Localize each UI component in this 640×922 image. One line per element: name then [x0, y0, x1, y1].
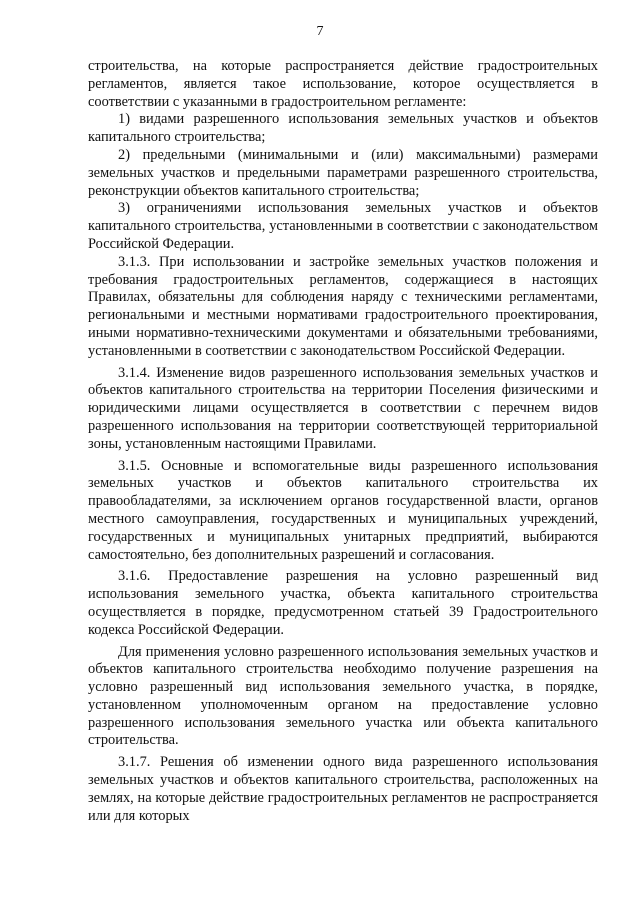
clause-3-1-6: 3.1.6. Предоставление разрешения на условно разрешенный вид использования земельного участка, объекта капитального строительства осуществляется в порядке, предусмотренном статьей 39 Градостроительного кодекса Российской Федерации. [88, 568, 598, 638]
list-item-2: 2) предельными (минимальными и (или) максимальными) размерами земельных участков и предельными параметрами разрешенного строительства, реконструкции объектов капитального строительства; [88, 146, 598, 199]
document-body [88, 58, 598, 825]
clause-3-1-5: 3.1.5. Основные и вспомогательные виды разрешенного использования земельных участков и объектов капитального строительства их правообладателями, за исключением органов государственной власти, органов местного самоуправления, государственных и муниципальных учреждений, государственных и муниципальных унитарных предприятий, выбираются самостоятельно, без дополнительных разрешений и согласования. [88, 457, 598, 563]
clause-3-1-4: 3.1.4. Изменение видов разрешенного использования земельных участков и объектов капитального строительства на территории Поселения физическими и юридическими лицами осуществляется в соответствии с перечнем видов разрешенного использования на территории соответствующей территориальной зоны, установленным настоящими Правилами. [88, 364, 598, 452]
clause-3-1-7: 3.1.7. Решения об изменении одного вида разрешенного использования земельных участков и объектов капитального строительства, расположенных на землях, на которые действие градостроительных регламентов не распространяется или для которых [88, 754, 598, 824]
clause-3-1-6-application: Для применения условно разрешенного использования земельных участков и объектов капитального строительства необходимо получение разрешения на условно разрешенный вид использования земельного участка, в порядке, установленном уполномоченным органом на предоставление условно разрешенного использования земельного участка или объекта капитального строительства. [88, 643, 598, 749]
page-number: 7 [316, 24, 324, 39]
list-item-1: 1) видами разрешенного использования земельных участков и объектов капитального строительства; [88, 111, 598, 146]
list-item-3: 3) ограничениями использования земельных участков и объектов капитального строительства, установленными в соответствии с законодательством Российской Федерации. [88, 200, 598, 252]
clause-3-1-3: 3.1.3. При использовании и застройке земельных участков положения и требования градостроительных регламентов, содержащиеся в настоящих Правилах, обязательны для соблюдения наряду с техническими регламентами, региональными и местными нормативами градостроительного проектирования, иными нормативно-техническими документами и обязательными требованиями, установленными в соответствии с законодательством Российской Федерации. [88, 253, 598, 359]
paragraph-continuation: строительства, на которые распространяется действие градостроительных регламентов, является такое использование, которое осуществляется в соответствии с указанными в градостроительном регламенте: [88, 58, 598, 110]
